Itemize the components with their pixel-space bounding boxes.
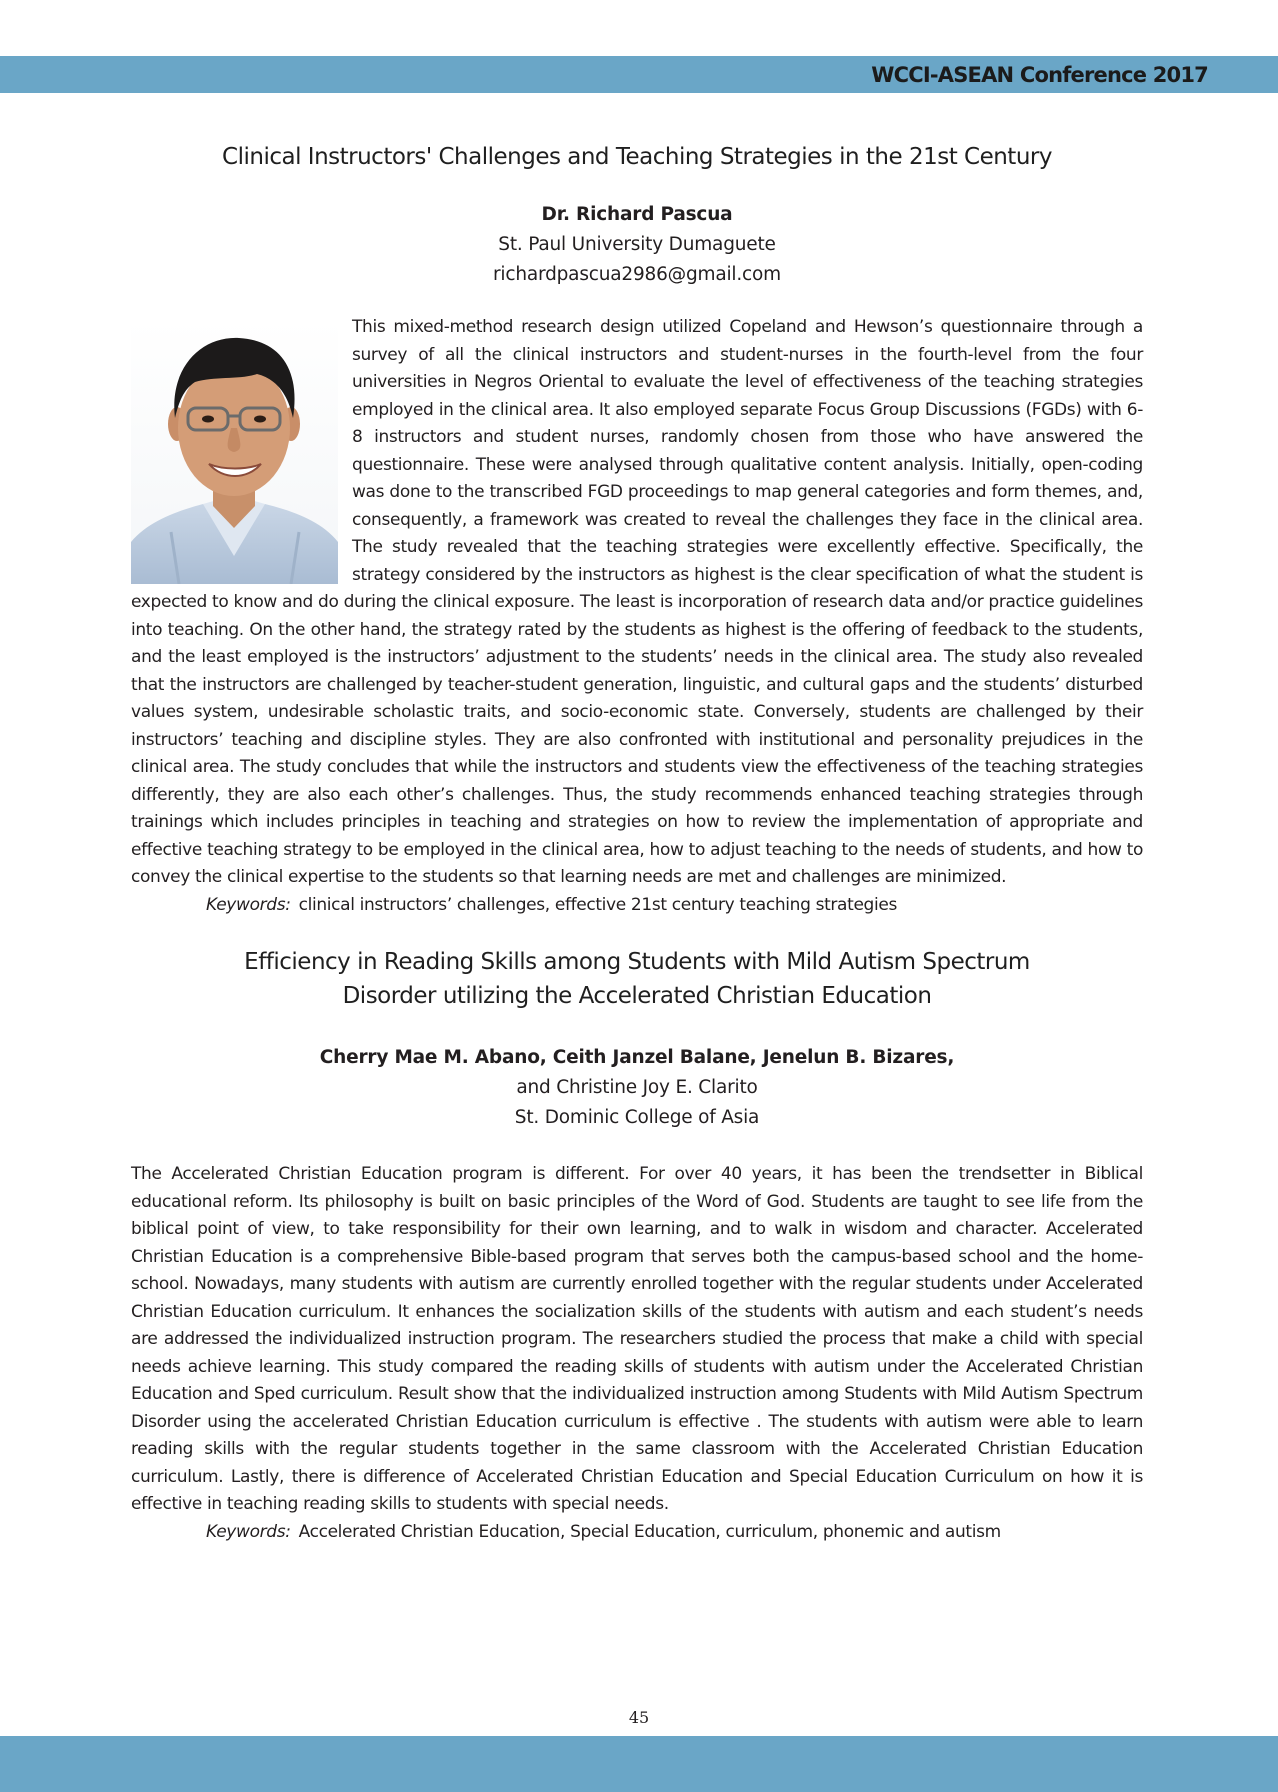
paper2-author-block xyxy=(131,1043,1143,1133)
paper2-keywords-line xyxy=(131,1519,1143,1547)
conference-title: WCCI-ASEAN Conference 2017 xyxy=(871,63,1208,87)
paper2-authors-line2: and Christine Joy E. Clarito xyxy=(516,1077,758,1098)
paper2-abstract: The Accelerated Christian Education program is different. For over 40 years, it has been the trendsetter in Biblical educational reform. Its philosophy is built on basic principles of the Word of God. Students are taught to see life from the biblical point of view, to take responsibility for their own learning, and to walk in wisdom and character. Accelerated Christian Education is a comprehensive Bible-based program that serves both the campus-based school and the home-school. Nowadays, many students with autism are currently enrolled together with the regular students under Accelerated Christian Education curriculum. It enhances the socialization skills of the students with autism and each student’s needs are addressed the individualized instruction program. The researchers studied the process that make a child with special needs achieve learning. This study compared the reading skills of students with autism under the Accelerated Christian Education and Sped curriculum. Result show that the individualized instruction among Students with Mild Autism Spectrum Disorder using the accelerated Christian Education curriculum is effective . The students with autism were able to learn reading skills with the regular students together in the same classroom with the Accelerated Christian Education curriculum. Lastly, there is difference of Accelerated Christian Education and Special Education Curriculum on how it is effective in teaching reading skills to students with special needs. xyxy=(131,1164,1143,1514)
paper1-email: richardpascua2986@gmail.com xyxy=(493,264,781,285)
paper1-affiliation: St. Paul University Dumaguete xyxy=(498,234,776,255)
paper1-keywords-line xyxy=(131,892,1143,920)
paper2-keywords: Accelerated Christian Education, Special Education, curriculum, phonemic and autism xyxy=(298,1521,1001,1542)
paper1-abstract-block xyxy=(131,314,1143,892)
paper2-title-line1: Efficiency in Reading Skills among Students with Mild Autism Spectrum xyxy=(244,949,1030,975)
footer-band xyxy=(0,1736,1278,1792)
page-content xyxy=(131,140,1143,1546)
paper1-author-block xyxy=(131,200,1143,290)
page-number: 45 xyxy=(628,1708,650,1727)
paper1-abstract: This mixed-method research design utilized Copeland and Hewson’s questionnaire through a survey of all the clinical instructors and student-nurses in the fourth-level from the four universities in Negros Oriental to evaluate the level of effectiveness of the teaching strategies employed in the clinical area. It also employed separate Focus Group Discussions (FGDs) with 6-8 instructors and student nurses, randomly chosen from those who have answered the questionnaire. These were analysed through qualitative content analysis. Initially, open-coding was done to the transcribed FGD proceedings to map general categories and form themes, and, consequently, a framework was created to reveal the challenges they face in the clinical area. The study revealed that the teaching strategies were excellently effective. Specifically, the strategy considered by the instructors as highest is the clear specification of what the student is expected to know and do during the clinical exposure. The least is incorporation of research data and/or practice guidelines into teaching. On the other hand, the strategy rated by the students as highest is the offering of feedback to the students, and the least employed is the instructors’ adjustment to the students’ needs in the clinical area. The study also revealed that the instructors are challenged by teacher-student generation, linguistic, and cultural gaps and the students’ disturbed values system, undesirable scholastic traits, and socio-economic state. Conversely, students are challenged by their instructors’ teaching and discipline styles. They are also confronted with institutional and personality prejudices in the clinical area. The study concludes that while the instructors and students view the effectiveness of the teaching strategies differently, they are also each other’s challenges. Thus, the study recommends enhanced teaching strategies through trainings which includes principles in teaching and strategies on how to review the implementation of appropriate and effective teaching strategy to be employed in the clinical area, how to adjust teaching to the needs of students, and how to convey the clinical expertise to the students so that learning needs are met and challenges are minimized. xyxy=(131,317,1143,887)
paper2-keywords-label: Keywords: xyxy=(206,1521,291,1542)
paper2-title xyxy=(131,945,1143,1013)
paper1-title: Clinical Instructors' Challenges and Teaching Strategies in the 21st Century xyxy=(222,144,1052,170)
paper1-author: Dr. Richard Pascua xyxy=(541,204,733,225)
header-band xyxy=(0,56,1278,93)
paper2-affiliation: St. Dominic College of Asia xyxy=(514,1107,760,1128)
paper2-authors-line1: Cherry Mae M. Abano, Ceith Janzel Balane, Jenelun B. Bizares, xyxy=(319,1047,955,1068)
paper2-title-line2: Disorder utilizing the Accelerated Christian Education xyxy=(342,983,932,1009)
paper1-keywords: clinical instructors’ challenges, effective 21st century teaching strategies xyxy=(298,894,897,915)
paper1-keywords-label: Keywords: xyxy=(206,894,291,915)
author-photo xyxy=(131,320,338,584)
